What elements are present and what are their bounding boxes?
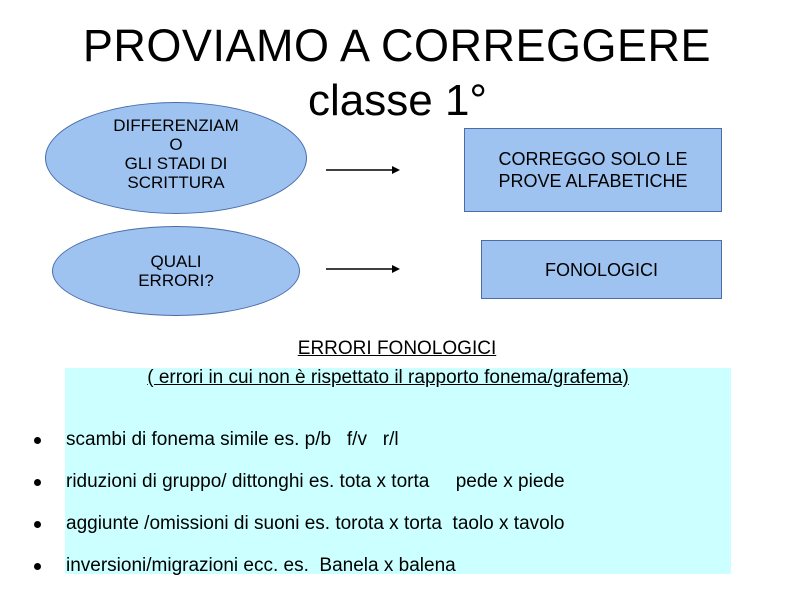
list-item-text: inversioni/migrazioni ecc. es. Banela x balena (66, 555, 456, 576)
bullet-icon (34, 563, 41, 570)
errors-list (34, 428, 565, 596)
errors-definition: ( errori in cui non è rispettato il rapporto fonema/grafema) (147, 367, 629, 388)
arrow-right-icon (324, 163, 402, 177)
list-item-text: riduzioni di gruppo/ dittonghi es. tota x torta pede x piede (66, 471, 565, 492)
bullet-icon (34, 521, 41, 528)
arrow-right-icon (324, 262, 402, 276)
bullet-icon (34, 479, 41, 486)
oval-stadi-scrittura (45, 102, 307, 214)
list-item (34, 470, 565, 512)
box-prove-alfabetiche: CORREGGO SOLO LE PROVE ALFABETICHE (464, 128, 722, 212)
errors-heading: ERRORI FONOLOGICI (297, 338, 497, 359)
title-line-2: classe 1° (308, 76, 488, 125)
list-item (34, 512, 565, 554)
list-item (34, 554, 565, 596)
list-item-text: aggiunte /omissioni di suoni es. torota x torta taolo x tavolo (66, 513, 565, 534)
oval-stadi-scrittura-label: DIFFERENZIAM O GLI STADI DI SCRITTURA (113, 116, 239, 192)
bullet-icon (34, 437, 41, 444)
oval-quali-errori-label: QUALI ERRORI? (138, 252, 214, 290)
oval-quali-errori (52, 226, 300, 316)
list-item-text: scambi di fonema simile es. p/b f/v r/l (66, 429, 399, 450)
box-fonologici: FONOLOGICI (481, 240, 722, 299)
title-line-1: PROVIAMO A CORREGGERE (82, 20, 712, 71)
list-item (34, 428, 565, 470)
